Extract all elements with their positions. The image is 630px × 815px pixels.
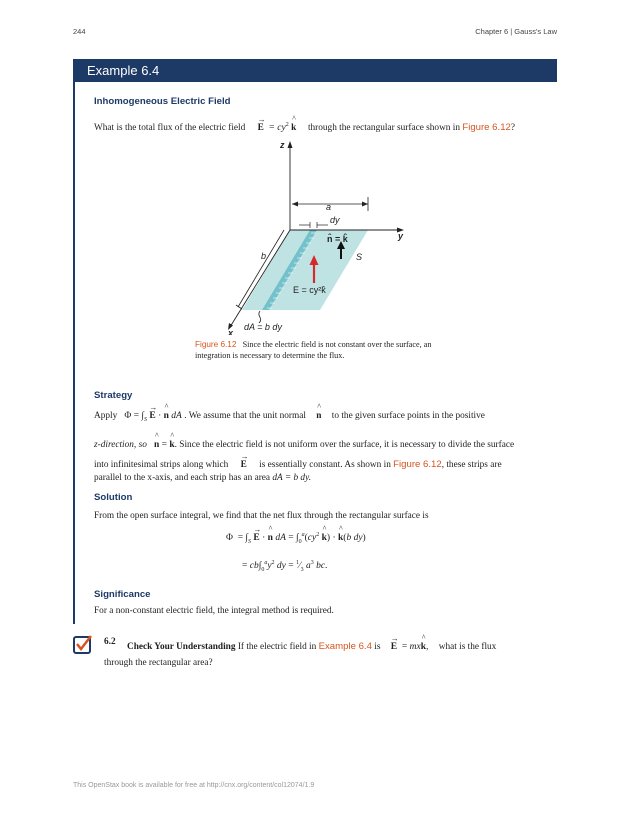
dy-label: dy (330, 215, 340, 225)
strategy-heading: Strategy (94, 390, 133, 401)
check-text-a: If the electric field in (237, 642, 317, 652)
dimension-dy (299, 222, 328, 228)
strategy-line2-a: z-direction, so (94, 440, 147, 450)
check-line-2: through the rectangular area? (104, 658, 213, 668)
strategy-n-equals-k: ^ n = ^ k (149, 440, 174, 450)
page-number: 244 (73, 27, 86, 36)
solution-heading: Solution (94, 492, 133, 503)
footer-text: This OpenStax book is available for free at http://cnx.org/content/col12074/1.9 (73, 782, 315, 789)
figure-6-12-diagram (200, 135, 440, 335)
solution-equation-2: = $cb\int_0^ay^2$ dy = $^1⁄_3$ $a^3$ bc. (242, 560, 328, 574)
b-label: b (261, 251, 267, 261)
a-label: a (326, 202, 332, 212)
surface-S-label: S (356, 252, 363, 262)
figure-caption-label: Figure 6.12 (195, 340, 237, 349)
strategy-line3-a: into infinitesimal strips along which (94, 460, 229, 470)
figure-6-12-link-2[interactable]: Figure 6.12 (393, 459, 442, 470)
figure-6-12-link[interactable]: Figure 6.12 (462, 122, 511, 134)
check-line-1 (127, 641, 496, 653)
strategy-dA-formula: dA = b dy. (272, 473, 312, 483)
strategy-line-4 (94, 472, 311, 484)
solution-equation-1: $\Phi = \int_S \to E$ · ^ n dA = $\int_0^a(cy^2$ ^ k) · ^ k(b dy) (226, 532, 366, 545)
figure-caption-text: Since the electric field is not constant over the surface, an integration is necessary to determine the flux. (195, 340, 432, 360)
question-pre: What is the total flux of the electric field (94, 123, 246, 134)
question-field-formula: → $E = cy^2$ ^ k (248, 119, 306, 134)
check-label: Check Your Understanding (127, 642, 236, 652)
strategy-line1-text: . We assume that the unit normal (184, 411, 306, 421)
x-axis-label: x (228, 328, 234, 335)
question-text (94, 119, 515, 134)
question-end: ? (510, 123, 515, 134)
check-text-c: what is the flux (438, 642, 497, 652)
chapter-title: Chapter 6 | Gauss's Law (475, 27, 557, 36)
example-6-4-link[interactable]: Example 6.4 (318, 641, 372, 652)
z-axis-label: z (280, 140, 285, 150)
strategy-line-1 (94, 410, 537, 426)
z-axis-arrowhead (288, 141, 293, 148)
dA-equation-label: dA = b dy (244, 322, 282, 332)
example-title: Example 6.4 (87, 63, 160, 78)
example-subtitle: Inhomogeneous Electric Field (94, 96, 231, 107)
strategy-flux-formula: $\Phi = \int_S \to E$ · ^ n dA (120, 411, 185, 421)
significance-text: For a non-constant electric field, the integral method is required. (94, 606, 334, 616)
strategy-line3-b: is essentially constant. As shown in (259, 460, 391, 470)
solution-text: From the open surface integral, we find that the net flux through the rectangular surface is (94, 511, 429, 521)
strategy-apply: Apply (94, 411, 118, 421)
strategy-line3-c: , these strips are (441, 460, 502, 470)
field-equation-label: E = cy²k̂ (293, 285, 326, 295)
check-number: 6.2 (104, 637, 116, 647)
check-your-understanding-icon (73, 634, 93, 654)
figure-caption (195, 339, 445, 361)
significance-heading: Significance (94, 589, 151, 600)
normal-equation-label: n̂ = k̂ (327, 234, 348, 244)
strategy-line4: parallel to the x-axis, and each strip has an area (94, 473, 271, 483)
strategy-E-symbol: → E (241, 459, 247, 471)
strategy-line-3 (94, 459, 502, 471)
strategy-line-2 (94, 439, 514, 451)
unit-normal-symbol: ^ n (316, 410, 321, 422)
strategy-line2-b: . Since the electric field is not uniform over the surface, it is necessary to divide the surface (174, 440, 515, 450)
y-axis-label: y (398, 231, 404, 241)
strategy-line1-end: to the given surface points in the positive (331, 411, 485, 421)
check-field-formula: → E = mx^ k, (391, 642, 431, 652)
question-mid: through the rectangular surface shown in (307, 123, 460, 134)
example-left-rule (73, 82, 75, 624)
check-text-b: is (374, 642, 381, 652)
